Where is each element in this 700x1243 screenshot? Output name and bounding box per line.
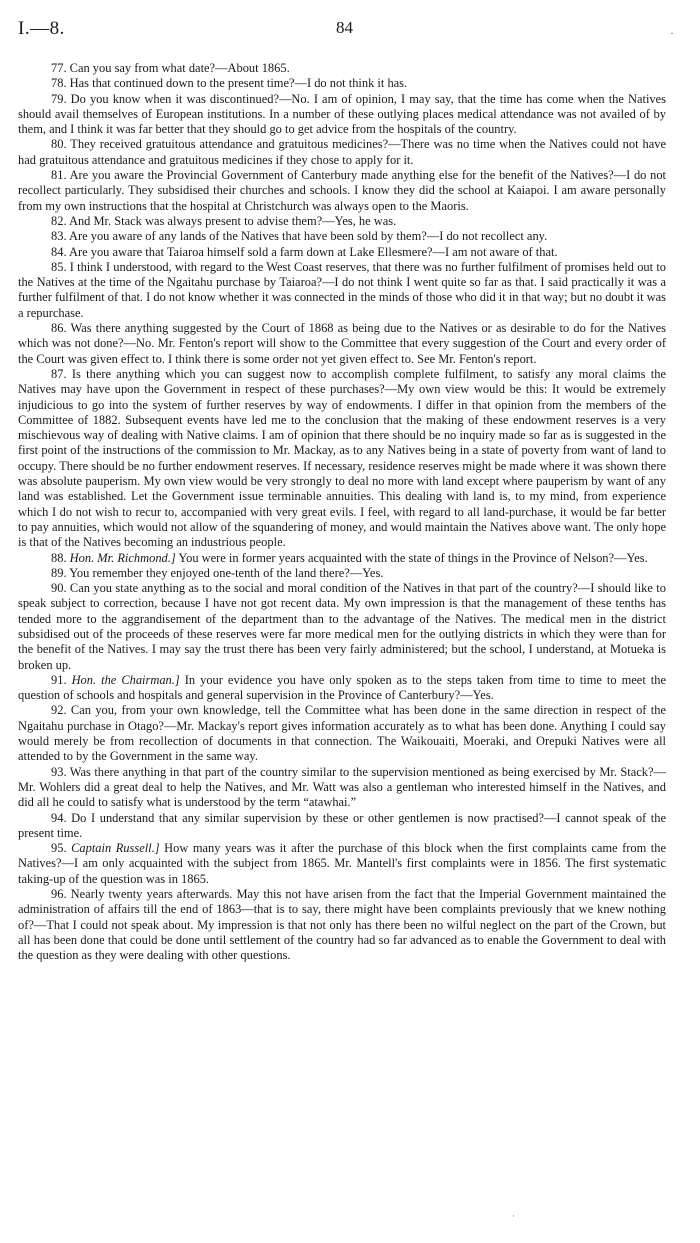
footer-mark: ·	[512, 1211, 515, 1221]
paragraph-82: 82. And Mr. Stack was always present to advise them?—Yes, he was.	[51, 213, 397, 228]
paragraph-86: 86. Was there anything suggested by the Court of 1868 as being due to the Natives or as desirable to do for the Natives which was not done?—No. Mr. Fenton's report will show to the Committee that every suggestion of the Court and every order of the Court was given effect to. I think there is some order not yet given effect to. See Mr. Fenton's report.	[18, 321, 666, 366]
paragraph-80: 80. They received gratuitous attendance and gratuitous medicines?—There was no time when the Natives could not have had gratuitous attendance and gratuitous medicines if they chose to apply for it.	[18, 137, 666, 167]
question-number: 91.	[51, 672, 67, 687]
paragraph-90: 90. Can you state anything as to the social and moral condition of the Natives in that part of the country?—I should like to speak subject to correction, because I have not got recent data. My own impression is that the management of these tenths has tended more to the aggrandisement of the department than to the advantage of the Natives. The medical men in the district subsidised out of the proceeds of these reserves were far more medical men for the outlying districts in which they were than for the benefit of the Natives. I may say the trust there has been very fairly administered; but the school, I understand, at Motueka is broken up.	[18, 581, 666, 672]
speaker-label: Captain Russell.]	[71, 841, 160, 856]
paragraph-text: You were in former years acquainted with the state of things in the Province of Nelson?—Yes.	[175, 550, 648, 565]
page-body	[18, 61, 666, 964]
paragraph-95	[18, 841, 666, 887]
paragraph-83: 83. Are you aware of any lands of the Natives that have been sold by them?—I do not recollect any.	[51, 229, 548, 244]
paragraph-text: In your evidence you have only spoken as to the steps taken from time to time to meet the question of schools and hospitals and general supervision in the Province of Canterbury?—Yes.	[18, 672, 666, 703]
paragraph-89: 89. You remember they enjoyed one-tenth of the land there?—Yes.	[51, 565, 384, 580]
paragraph-77: 77. Can you say from what date?—About 1865.	[51, 61, 290, 75]
paragraph-93: 93. Was there anything in that part of the country similar to the supervision mentioned as being exercised by Mr. Stack?—Mr. Wohlers did a great deal to help the Natives, and Mr. Watt was also a gentleman who interested himself in the Natives, and did all he could to satisfy what is understood by the term “atawhai.”	[18, 764, 666, 810]
paragraph-94: 94. Do I understand that any similar supervision by these or other gentlemen is now practised?—I cannot speak of the present time.	[18, 810, 666, 840]
paragraph-96: 96. Nearly twenty years afterwards. May this not have arisen from the fact that the Imperial Government maintained the administration of affairs till the end of 1863—that is to say, there might have been complaints previously that we knew nothing of?—That I could not speak about. My impression is that not only has there been no wilful neglect on the part of the Crown, but all has been done that could be done until settlement of the country had so far advanced as to enable the Government to deal with the question as they were dealing with other questions.	[18, 887, 666, 963]
paragraph-91	[18, 673, 666, 704]
paragraph-79: 79. Do you know when it was discontinued?—No. I am of opinion, I may say, that the time has come when the Natives should avail themselves of European institutions. In a number of these outlying places medical attendance was not availed of by them, and I think it was far better that they should go to get advice from the hospitals of the country.	[18, 91, 666, 137]
paragraph-88	[18, 551, 666, 566]
question-number: 95.	[51, 841, 67, 856]
paragraph-81: 81. Are you aware the Provincial Government of Canterbury made anything else for the benefit of the Natives?—I do not recollect particularly. They subsidised their churches and schools. I know they did the school at Kaiapoi. I am aware personally from my own instructions that the hospital at Christchurch was always open to the Maoris.	[18, 168, 666, 213]
document-reference: I.—8.	[18, 18, 65, 39]
paragraph-84: 84. Are you aware that Taiaroa himself sold a farm down at Lake Ellesmere?—I am not aware of that.	[51, 244, 558, 259]
paragraph-78: 78. Has that continued down to the present time?—I do not think it has.	[51, 76, 408, 91]
paragraph-text: How many years was it after the purchase of this block when the first complaints came from the Natives?—I am only acquainted with the subject from 1865. Mr. Mantell's first complaints were in 1856. The first systematic taking-up of the question was in 1865.	[18, 841, 666, 886]
page-header	[18, 18, 680, 42]
speaker-label: Hon. Mr. Richmond.]	[69, 550, 176, 565]
question-number: 88.	[51, 550, 67, 565]
page-number: 84	[336, 18, 353, 37]
paragraph-92: 92. Can you, from your own knowledge, tell the Committee what has been done in the same direction in respect of the Ngaitahu purchase in Otago?—Mr. Mackay's report gives information accurately as to what has been done. Anything I could say would merely be from recollection of documents in that connection. The Waikouaiti, Moeraki, and Orepuki Natives were all attended to by the Government in the same way.	[18, 703, 666, 764]
speaker-label: Hon. the Chairman.]	[71, 672, 180, 687]
paragraph-85: 85. I think I understood, with regard to the West Coast reserves, that there was no further fulfilment of promises held out to the Natives at the time of the Ngaitahu purchase by Taiaroa?—I do not think I went quite so far as that. I said practically it was a further fulfilment of that. I do not know whether it was connected in the minds of those who did it in that way; but no doubt it was a repurchase.	[18, 259, 667, 320]
paragraph-87: 87. Is there anything which you can suggest now to accomplish complete fulfilment, to satisfy any moral claims the Natives may have upon the Government in respect of these purchases?—My own view would be this: It would be extremely injudicious to go into the system of further reserves by way of endowments. I differ in that opinion from the members of the Committee of 1882. Subsequent events have led me to the conclusion that the making of these endowment reserves is a very mischievous way of dealing with Native claims. I am of opinion that there should be no inquiry made so far as is suggested in the first point of the instructions of the commission to Mr. Mackay, as to any Natives being in a state of poverty from want of land to occupy. There should be no further endowment reserves. If necessary, residence reserves might be made where it was shown there was absolute pauperism. My own view would be very strongly to deal no more with land except where pauperism by want of any land was established. Let the Government issue terminable annuities. This dealing with land is, to my mind, from experience which I do not wish to recur to, accompanied with very great evils. I feel, with regard to all land-purchase, it would be far better to pay annuities, which would not allow of the squandering of money, and would maintain the Natives above want. The only hope is that of the Natives becoming an industrious people.	[18, 366, 666, 550]
corner-mark: ·	[670, 26, 674, 40]
